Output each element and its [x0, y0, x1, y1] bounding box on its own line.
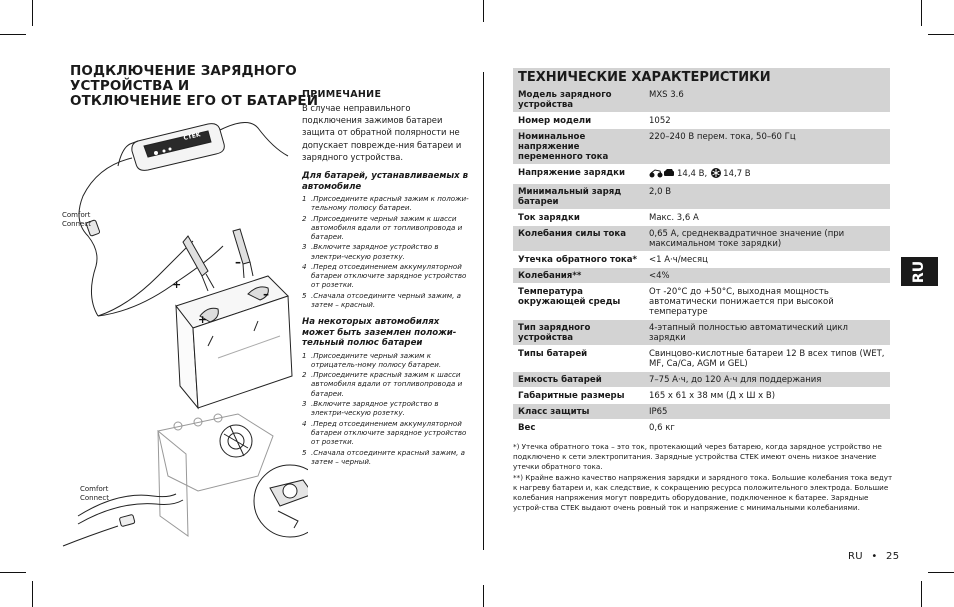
spec-value: 220–240 В перем. тока, 50–60 Гц — [645, 129, 890, 165]
spec-value: IP65 — [645, 404, 890, 420]
spec-label: Тип зарядного устройства — [513, 320, 645, 346]
spec-row — [513, 165, 890, 184]
note-heading: ПРИМЕЧАНИЕ — [302, 89, 382, 100]
spec-value: 0,65 А, среднеквадратичное значение (при максимальном токе зарядки) — [645, 226, 890, 252]
spec-value: Свинцово-кислотные батареи 12 В всех типов (WET, MF, Ca/Ca, AGM и GEL) — [645, 346, 890, 372]
crop-mark — [928, 34, 954, 35]
charger-unit-drawing — [118, 122, 288, 170]
language-tab — [901, 257, 938, 286]
spec-value: <1 А·ч/месяц — [645, 252, 890, 268]
spec-row — [513, 184, 890, 210]
step-item: 3 .Включите зарядное устройство в электри-ческую розетку. — [302, 399, 439, 418]
spec-label: Габаритные размеры — [513, 388, 645, 404]
spec-label: Колебания** — [513, 268, 645, 284]
black-clamp-drawing — [233, 229, 253, 278]
page-number: 25 — [886, 551, 900, 562]
spec-value: Макс. 3,6 А — [645, 210, 890, 226]
crop-mark — [32, 0, 33, 26]
snowflake-icon — [711, 168, 721, 181]
spec-row — [513, 129, 890, 165]
step-item: 5 .Сначала отсоедините черный зажим, а затем – красный. — [302, 290, 461, 310]
spec-label: Ток зарядки — [513, 210, 645, 226]
footnotes — [513, 442, 893, 513]
specifications-table — [513, 87, 890, 436]
minus-sign-label: – — [263, 287, 269, 301]
plus-sign-label: + — [198, 313, 208, 326]
spec-value: 2,0 В — [645, 184, 890, 210]
spec-row — [513, 420, 890, 436]
spec-label: Колебания силы тока — [513, 226, 645, 252]
spec-value: <4% — [645, 268, 890, 284]
page-footer — [848, 551, 899, 562]
footnote-reverse-current: *) Утечка обратного тока – это ток, протекающий через батарею, когда зарядное устройство не подключено к сети электропитания. Зарядные устройства CTEK имеют очень низкое значение утечки обратного тока. — [513, 442, 882, 472]
step-item: 1 .Присоедините красный зажим к положи-тельному полюсу батареи. — [302, 194, 469, 213]
spec-value-text: 14,4 В, — [677, 169, 708, 179]
spec-row — [513, 320, 890, 346]
instructions-column — [302, 89, 472, 467]
spec-row — [513, 268, 890, 284]
footnote-ripple: **) Крайне важно качество напряжения зарядки и зарядного тока. Большие колебания тока ведут к нагреву батареи и, как следствие, к сокращению ресурса положительного электрода. Большие колебания напряжения могут повредить оборудование, подключенное к батарее. Зарядные устрой-ства CTEK выдают очень ровный ток и напряжение с минимальными колебаниями. — [513, 472, 893, 513]
car-battery-heading: Для батарей, устанавливаемых в автомобиле — [302, 171, 469, 192]
spec-row — [513, 372, 890, 388]
spec-label: Типы батарей — [513, 346, 645, 372]
spec-row — [513, 113, 890, 129]
crop-mark — [483, 0, 484, 22]
spec-row — [513, 284, 890, 320]
comfort-connect-caption: Comfort Connect — [62, 211, 91, 228]
spec-value: 0,6 кг — [645, 420, 890, 436]
spec-value: 1052 — [645, 113, 890, 129]
spec-row — [513, 226, 890, 252]
spec-label: Номер модели — [513, 113, 645, 129]
language-tab-label: RU — [911, 260, 928, 283]
spec-value: От -20°C до +50°C, выходная мощность автоматически понижается при высокой температуре — [645, 284, 890, 320]
step-item: 4 .Перед отсоединением аккумуляторной батареи отключите зарядное устройство от розетки. — [302, 262, 467, 290]
grounded-positive-heading: На некоторых автомобилях может быть заземлен положи-тельный полюс батареи — [302, 317, 457, 349]
spec-value-text: 14,7 В — [723, 169, 751, 179]
vehicle-icon — [649, 168, 675, 181]
crop-mark — [921, 581, 922, 607]
spec-label: Вес — [513, 420, 645, 436]
crop-mark — [32, 581, 33, 607]
note-text: В случае неправильного подключения зажимов батареи защита от обратной полярности не допускает поврежде-ния батареи и зарядного устройства. — [302, 103, 462, 162]
section-title-connection: ПОДКЛЮЧЕНИЕ ЗАРЯДНОГО УСТРОЙСТВА И ОТКЛЮЧЕНИЕ ЕГО ОТ БАТАРЕИ — [70, 63, 319, 109]
spec-value: 4-этапный полностью автоматический цикл зарядки — [645, 320, 890, 346]
spec-label: Класс защиты — [513, 404, 645, 420]
spec-label: Напряжение зарядки — [513, 165, 645, 184]
spec-row — [513, 346, 890, 372]
spec-value — [645, 165, 890, 184]
spec-value: 7–75 А·ч, до 120 А·ч для поддержания — [645, 372, 890, 388]
spec-row — [513, 388, 890, 404]
crop-mark — [921, 0, 922, 26]
step-item: 2 .Присоедините красный зажим к шасси автомобиля вдали от топливопровода и батареи. — [302, 370, 463, 398]
step-item: 2 .Присоедините черный зажим к шасси автомобиля вдали от топливопровода и батареи. — [302, 213, 463, 241]
step-item: 1 .Присоедините черный зажим к отрицатель-ному полюсу батареи. — [302, 350, 442, 369]
spec-label: Температура окружающей среды — [513, 284, 645, 320]
footer-bullet: • — [871, 551, 878, 562]
spec-row — [513, 404, 890, 420]
plus-sign-label: + — [172, 278, 182, 291]
spec-label: Минимальный заряд батареи — [513, 184, 645, 210]
minus-sign-label: – — [235, 255, 241, 269]
section-title-specs: ТЕХНИЧЕСКИЕ ХАРАКТЕРИСТИКИ — [513, 68, 890, 87]
spec-value: 165 x 61 x 38 мм (Д x Ш x В) — [645, 388, 890, 404]
spec-label: Утечка обратного тока* — [513, 252, 645, 268]
page-divider — [483, 72, 484, 550]
red-clamp-drawing — [183, 236, 214, 291]
grounded-positive-steps — [302, 351, 472, 466]
crop-mark — [0, 572, 26, 573]
car-battery-steps — [302, 194, 472, 309]
step-item: 4 .Перед отсоединением аккумуляторной батареи отключите зарядное устройство от розетки. — [302, 418, 467, 446]
comfort-connect-caption: Comfort Connect — [80, 485, 109, 502]
footer-language: RU — [848, 551, 863, 562]
step-item: 5 .Сначала отсоедините красный зажим, а затем – черный. — [302, 447, 465, 466]
spec-row — [513, 252, 890, 268]
battery-drawing — [176, 276, 292, 408]
spec-row — [513, 210, 890, 226]
crop-mark — [483, 585, 484, 607]
charger-logo-text: CTEK — [182, 131, 202, 142]
spec-label: Модель зарядного устройства — [513, 87, 645, 113]
spec-row — [513, 87, 890, 113]
spec-label: Емкость батарей — [513, 372, 645, 388]
step-item: 3 .Включите зарядное устройство в электри-ческую розетку. — [302, 242, 439, 261]
spec-value: MXS 3.6 — [645, 87, 890, 113]
crop-mark — [928, 572, 954, 573]
crop-mark — [0, 34, 26, 35]
spec-label: Номинальное напряжение переменного тока — [513, 129, 645, 165]
charger-connection-illustration — [58, 96, 308, 556]
